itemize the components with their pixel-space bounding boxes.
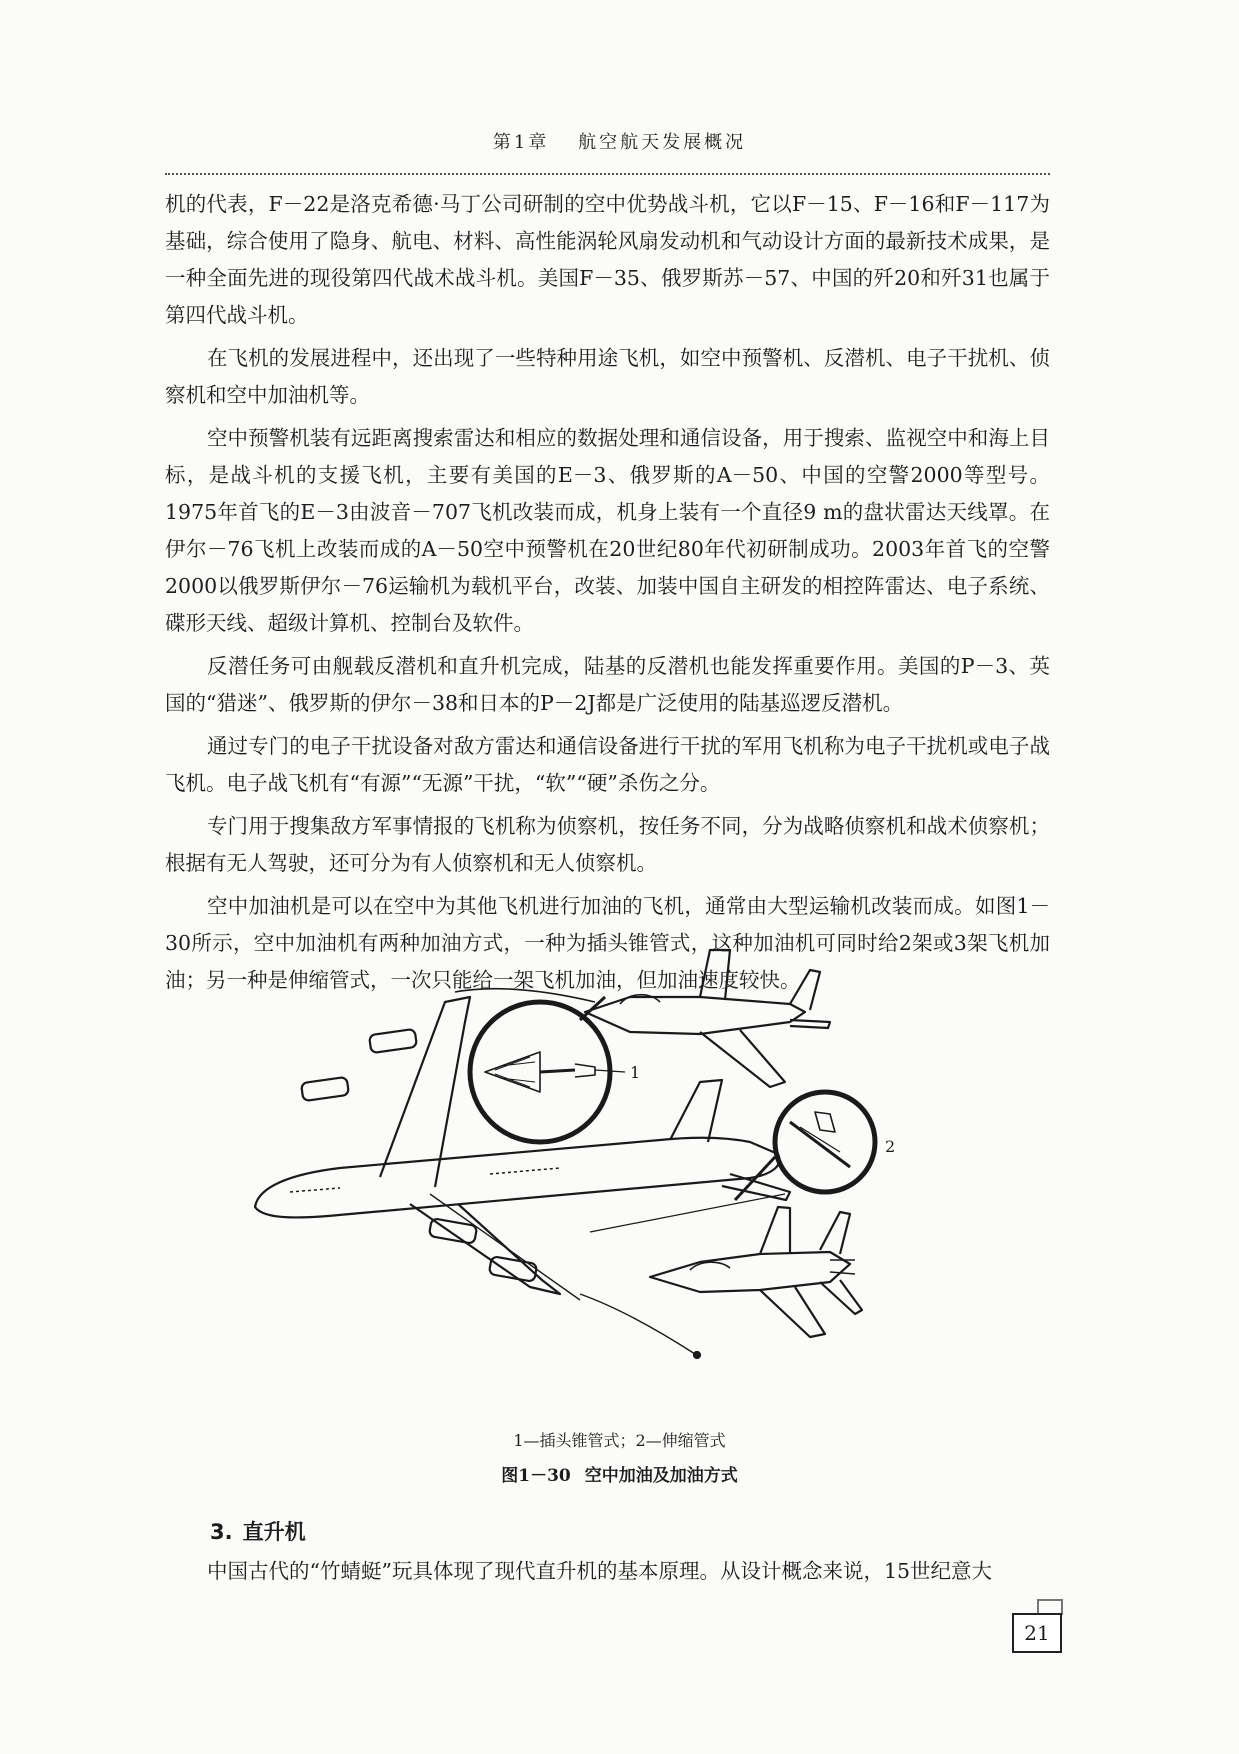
running-header (0, 128, 1239, 154)
refueling-illustration (230, 942, 1030, 1402)
paragraph-reconnaissance: 专门用于搜集敌方军事情报的飞机称为侦察机，按任务不同，分为战略侦察机和战术侦察机；根据有无人驾驶，还可分为有人侦察机和无人侦察机。 (165, 814, 1050, 875)
drogue-hose (455, 989, 595, 1002)
callout-label-1: 1 (630, 1063, 641, 1082)
callout-label-2: 2 (885, 1137, 896, 1156)
paragraph-awacs: 空中预警机装有远距离搜索雷达和相应的数据处理和通信设备，用于搜索、监视空中和海上目标，是战斗机的支援飞机，主要有美国的E－3、俄罗斯的A－50、中国的空警2000等型号。1975年首飞的E－3由波音－707飞机改装而成，机身上装有一个直径9 m的盘状雷达天线罩。在伊尔－76飞机上改装而成的A－50空中预警机在20世纪80年代初研制成功。2003年首飞的空警2000以俄罗斯伊尔－76运输机为载机平台，改装、加装中国自主研发的相控阵雷达、电子系统、碟形天线、超级计算机、控制台及软件。 (165, 426, 1050, 635)
fighter-aircraft-1 (585, 950, 830, 1087)
chapter-number: 第1章 (492, 132, 550, 153)
figure-legend: 1—插头锥管式；2—伸缩管式 (513, 1431, 726, 1450)
chapter-title: 航空航天发展概况 (578, 132, 747, 153)
section-heading (210, 1516, 306, 1546)
paragraph-antisubmarine: 反潜任务可由舰载反潜机和直升机完成，陆基的反潜机也能发挥重要作用。美国的P－3、英国的“猎迷”、俄罗斯的伊尔－38和日本的P－2J都是广泛使用的陆基巡逻反潜机。 (165, 654, 1050, 715)
paragraph-helicopter-start: 中国古代的“竹蜻蜓”玩具体现了现代直升机的基本原理。从设计概念来说，15世纪意大 (207, 1559, 993, 1583)
paragraph-tanker: 空中加油机是可以在空中为其他飞机进行加油的飞机，通常由大型运输机改装而成。如图1－30所示，空中加油机有两种加油方式，一种为插头锥管式，这种加油机可同时给2架或3架飞机加油；另一种是伸缩管式，一次只能给一架飞机加油，但加油速度较快。 (165, 894, 1050, 992)
paragraph-electronic-warfare: 通过专门的电子干扰设备对敌方雷达和通信设备进行干扰的军用飞机称为电子干扰机或电子战飞机。电子战飞机有“有源”“无源”干扰，“软”“硬”杀伤之分。 (165, 734, 1050, 795)
header-rule (165, 173, 1050, 175)
figure-number: 图1－30 (501, 1466, 571, 1486)
fighter-aircraft-2 (650, 1207, 862, 1337)
boom-hose (580, 1294, 695, 1354)
section-title: 直升机 (242, 1520, 306, 1544)
boom-detail-callout (735, 1092, 875, 1200)
tanker-aircraft (255, 997, 790, 1300)
paragraph-special-aircraft: 在飞机的发展进程中，还出现了一些特种用途飞机，如空中预警机、反潜机、电子干扰机、侦察机和空中加油机等。 (165, 346, 1050, 407)
body-text (165, 186, 1050, 1005)
figure-caption (0, 1461, 1239, 1486)
page-number: 21 (1012, 1613, 1062, 1653)
figure-title: 空中加油及加油方式 (584, 1466, 738, 1486)
paragraph-fighters: 机的代表，F－22是洛克希德·马丁公司研制的空中优势战斗机，它以F－15、F－16和F－117为基础，综合使用了隐身、航电、材料、高性能涡轮风扇发动机和气动设计方面的最新技术成果，是一种全面先进的现役第四代战术战斗机。美国F－35、俄罗斯苏－57、中国的歼20和歼31也属于第四代战斗机。 (165, 192, 1050, 327)
section-number: 3. (210, 1520, 233, 1544)
boom-line (590, 1194, 785, 1232)
